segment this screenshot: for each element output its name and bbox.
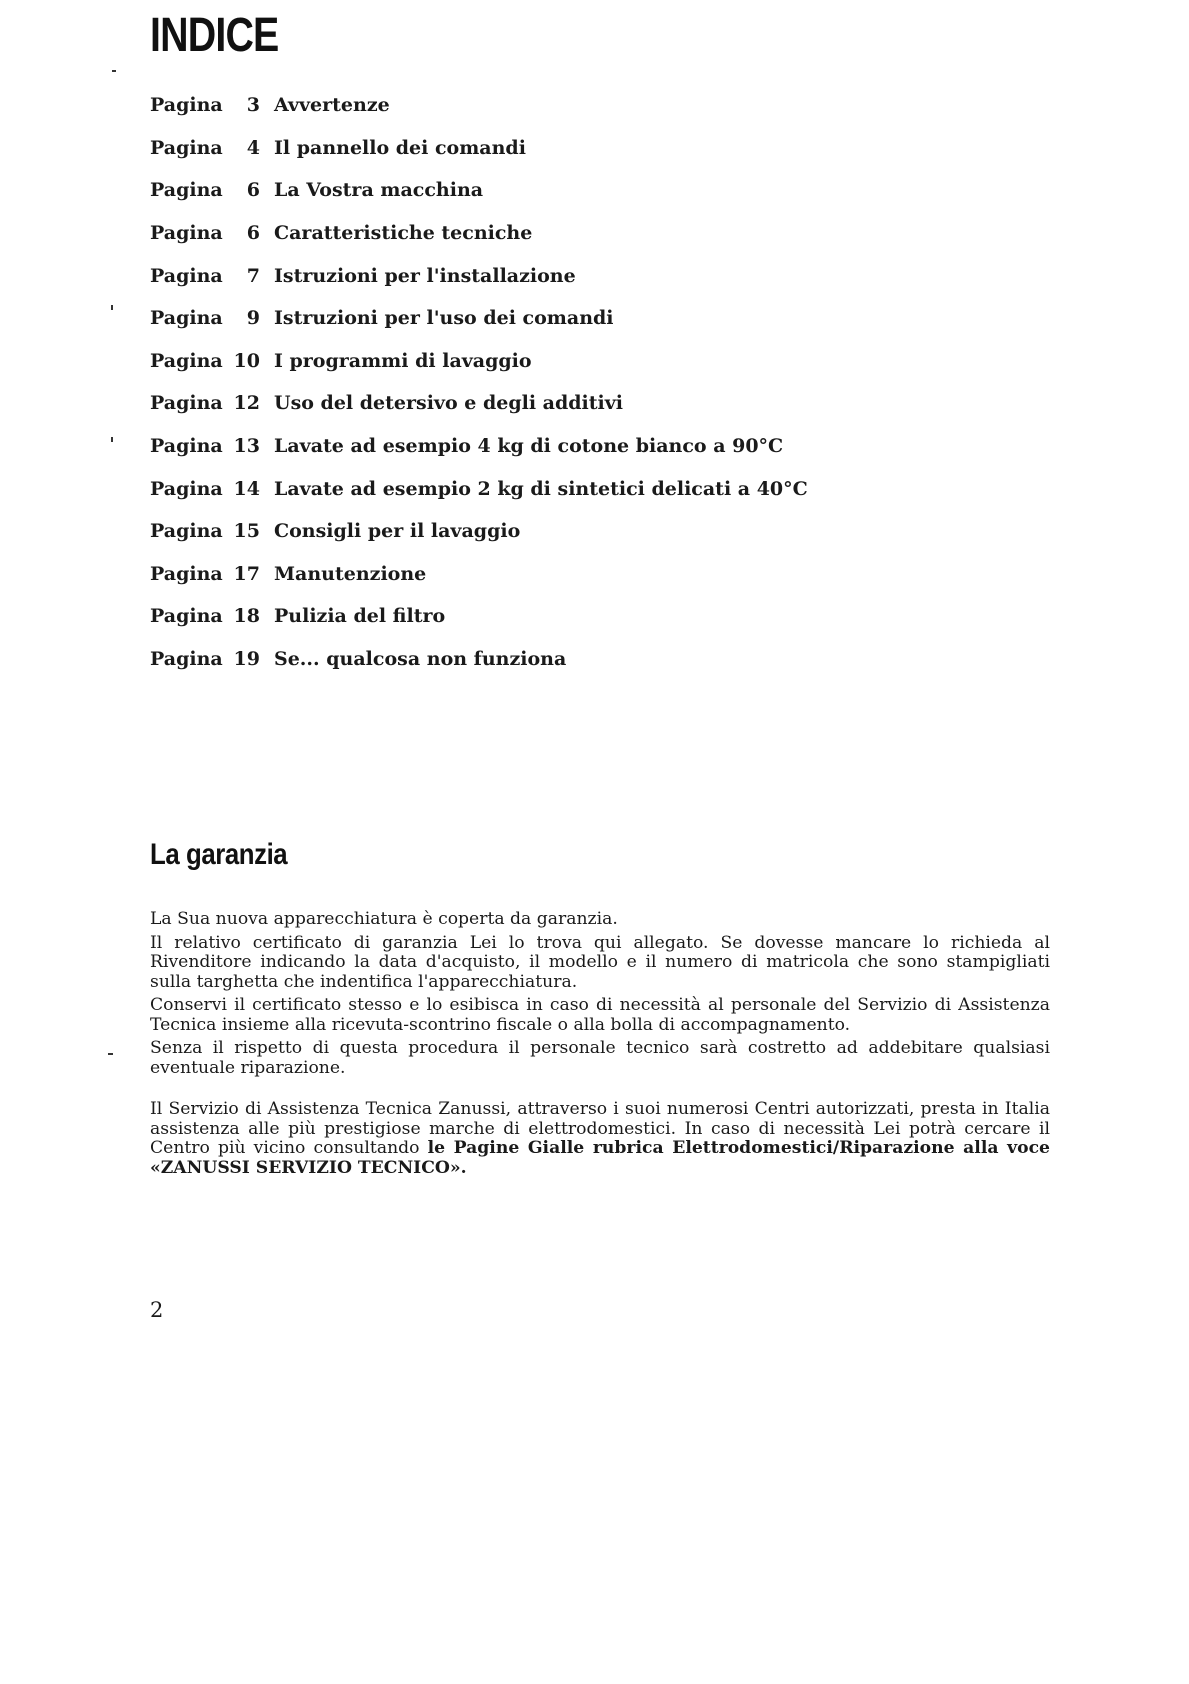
toc-entry-title: Istruzioni per l'installazione — [274, 264, 576, 287]
toc-entry-title: Consigli per il lavaggio — [274, 520, 521, 543]
toc-entry-title: Istruzioni per l'uso dei comandi — [274, 307, 614, 330]
toc-item — [150, 595, 850, 638]
toc-page-number: 10 — [233, 349, 260, 372]
toc-item — [150, 510, 850, 553]
page-number: 2 — [150, 1298, 164, 1322]
warranty-service-paragraph — [150, 1100, 1050, 1178]
warranty-paragraph: La Sua nuova apparecchiatura è coperta da garanzia. — [150, 909, 618, 929]
toc-item — [150, 212, 850, 255]
warranty-paragraph: Senza il rispetto di questa procedura il personale tecnico sarà costretto ad addebitare qualsiasi eventuale riparazione. — [150, 1038, 1050, 1078]
toc-item — [150, 169, 850, 212]
toc-item — [150, 254, 850, 297]
warranty-paragraph: Il relativo certificato di garanzia Lei lo trova qui allegato. Se dovesse mancare lo richieda al Rivenditore indicando la data d'acquisto, il modello e il numero di matricola che sono stampigliati sulla targhetta che indentifica l'apparecchiatura. — [150, 932, 1050, 992]
toc-page-word: Pagina — [150, 136, 223, 159]
toc-page-word: Pagina — [150, 222, 223, 245]
toc-page-word: Pagina — [150, 179, 223, 202]
toc-page-number: 3 — [246, 94, 260, 117]
toc-entry-title: Caratteristiche tecniche — [274, 222, 533, 245]
toc-entry-title: La Vostra macchina — [274, 179, 484, 202]
toc-page-word: Pagina — [150, 392, 223, 415]
toc-entry-title: Pulizia del filtro — [274, 605, 446, 628]
toc-item — [150, 382, 850, 425]
toc-item — [150, 127, 850, 170]
toc-page-number: 15 — [233, 520, 260, 543]
scan-speck — [112, 70, 116, 72]
toc-page-number: 14 — [233, 477, 260, 500]
toc-page-word: Pagina — [150, 562, 223, 585]
toc-page-number: 18 — [233, 605, 260, 628]
toc-page-number: 9 — [246, 307, 260, 330]
toc-page-number: 17 — [233, 562, 260, 585]
toc-page-number: 12 — [233, 392, 260, 415]
toc-item — [150, 84, 850, 127]
toc-page-number: 7 — [246, 264, 260, 287]
toc-page-word: Pagina — [150, 349, 223, 372]
warranty-paragraph: Conservi il certificato stesso e lo esibisca in caso di necessità al personale del Servizio di Assistenza Tecnica insieme alla ricevuta-scontrino fiscale o alla bolla di accompagnamento. — [150, 995, 1050, 1035]
toc-page-word: Pagina — [150, 94, 223, 117]
toc-page-word: Pagina — [150, 648, 223, 671]
toc-page-number: 4 — [246, 136, 260, 159]
toc-item — [150, 297, 850, 340]
toc-page-number: 13 — [233, 435, 260, 458]
toc-entry-title: Il pannello dei comandi — [274, 136, 526, 159]
toc-item — [150, 340, 850, 383]
toc-page-word: Pagina — [150, 264, 223, 287]
warranty-heading: La garanzia — [150, 838, 288, 871]
toc-entry-title: I programmi di lavaggio — [274, 349, 532, 372]
toc-entry-title: Lavate ad esempio 4 kg di cotone bianco a 90°C — [274, 435, 784, 458]
toc-page-word: Pagina — [150, 477, 223, 500]
page-title: INDICE — [150, 9, 279, 62]
warranty-service-reference: le Pagine Gialle rubrica Elettrodomestici/Riparazione alla voce «ZANUSSI SERVIZIO TECNICO». — [150, 1138, 1050, 1178]
scan-speck — [111, 437, 113, 442]
warranty-service-text: Il Servizio di Assistenza Tecnica Zanussi, attraverso i suoi numerosi Centri autorizzati, presta in Italia assistenza alle più prestigiose marche di elettrodomestici. In caso di necessità Lei potrà cercare il Centro più vicino consultando — [150, 1099, 1050, 1158]
table-of-contents — [150, 84, 850, 680]
toc-page-word: Pagina — [150, 520, 223, 543]
toc-page-number: 19 — [233, 648, 260, 671]
toc-entry-title: Se... qualcosa non funziona — [274, 648, 567, 671]
warranty-text — [150, 910, 1050, 1182]
toc-entry-title: Avvertenze — [274, 94, 390, 117]
toc-page-word: Pagina — [150, 307, 223, 330]
toc-page-number: 6 — [246, 179, 260, 202]
scan-speck — [108, 1053, 113, 1055]
toc-item — [150, 425, 850, 468]
toc-page-word: Pagina — [150, 435, 223, 458]
toc-item — [150, 638, 850, 681]
toc-page-word: Pagina — [150, 605, 223, 628]
toc-entry-title: Lavate ad esempio 2 kg di sintetici delicati a 40°C — [274, 477, 808, 500]
scan-speck — [111, 305, 113, 310]
toc-entry-title: Manutenzione — [274, 562, 427, 585]
toc-entry-title: Uso del detersivo e degli additivi — [274, 392, 624, 415]
toc-item — [150, 467, 850, 510]
toc-item — [150, 553, 850, 596]
toc-page-number: 6 — [246, 222, 260, 245]
